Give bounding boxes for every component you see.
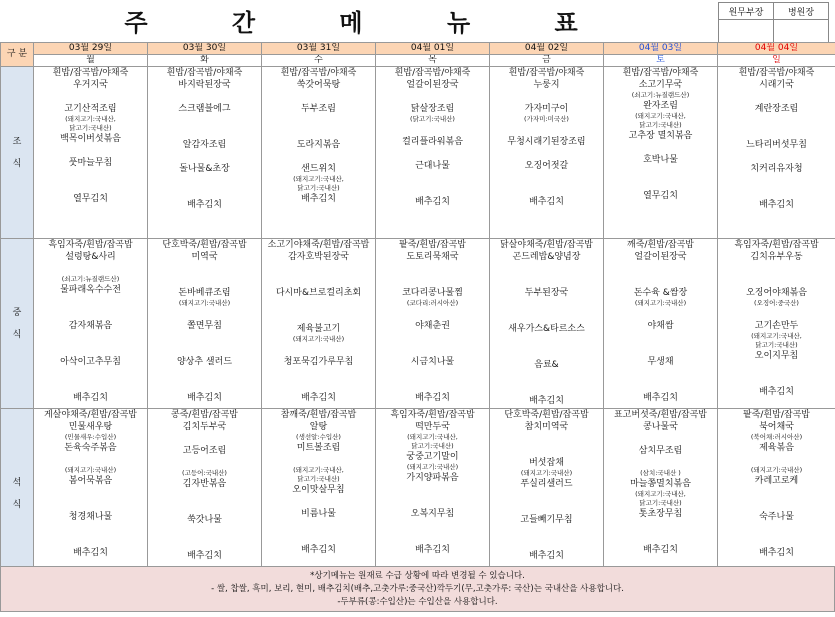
menu-item: 마늘쫑멸치볶음	[630, 479, 691, 489]
day-header: 일	[718, 55, 835, 67]
menu-item: 시금치나물	[410, 357, 455, 367]
origin-note: (돼지고기:국내산,	[65, 115, 116, 123]
origin-note: (쇠고기:뉴질랜드산)	[631, 91, 690, 99]
menu-item: 돈수육 &쌈장	[633, 288, 688, 298]
menu-cell	[262, 67, 376, 239]
origin-note: (삼치:국내산 )	[640, 469, 681, 477]
menu-item: 배추김치	[529, 396, 564, 406]
menu-item: 감자호박된장국	[288, 252, 349, 262]
date-header: 04월 04일	[718, 43, 835, 55]
menu-item: 봄어묵볶음	[68, 476, 113, 486]
origin-note: (가자미:미국산)	[524, 115, 569, 123]
menu-cell	[490, 239, 604, 409]
menu-item: 열무김치	[73, 194, 108, 204]
menu-item: 가자미구이	[524, 104, 569, 114]
menu-item: 푸실리샐러드	[520, 479, 573, 489]
menu-item: 흰밥/잡곡밥/야채죽	[166, 68, 243, 78]
menu-item: 음료&	[534, 360, 559, 370]
menu-item: 표고버섯죽/흰밥/잡곡밥	[613, 410, 707, 420]
menu-item: 곤드레밥&양념장	[512, 252, 581, 262]
menu-item: 흰밥/잡곡밥/야채죽	[52, 68, 129, 78]
menu-item: 누룽지	[533, 80, 560, 90]
menu-item: 배추김치	[73, 548, 108, 558]
menu-item: 오이지무침	[754, 351, 799, 361]
menu-cell	[148, 239, 262, 409]
menu-item: 단호박죽/흰밥/잡곡밥	[504, 410, 589, 420]
menu-item: 시래기국	[759, 80, 794, 90]
origin-note: (코다리:러시아산)	[406, 299, 459, 307]
menu-item: 톳초장무침	[638, 509, 683, 519]
menu-item: 닭살야채죽/흰밥/잡곡밥	[499, 240, 593, 250]
origin-note: (생선알:수입산)	[296, 433, 341, 441]
menu-item: 카레고로케	[754, 476, 799, 486]
menu-cell	[718, 67, 835, 239]
date-header: 03월 29일	[34, 43, 148, 55]
menu-item: 배추김치	[73, 393, 108, 403]
menu-item: 배추김치	[529, 197, 564, 207]
origin-note: (쇠고기:뉴질랜드산)	[61, 275, 120, 283]
menu-item: 떡만두국	[415, 422, 450, 432]
gubun-header: 구 분	[1, 43, 34, 67]
menu-item: 고기산적조림	[64, 104, 117, 114]
menu-item: 닭살장조림	[410, 104, 455, 114]
menu-item: 배추김치	[759, 387, 794, 397]
menu-item: 배추김치	[415, 393, 450, 403]
menu-item: 제육볶음	[759, 443, 794, 453]
menu-item: 가지양파볶음	[406, 473, 459, 483]
menu-item: 고기손만두	[754, 321, 799, 331]
day-header: 토	[604, 55, 718, 67]
menu-item: 배추김치	[187, 393, 222, 403]
menu-item: 북어채국	[759, 422, 794, 432]
origin-note: (돼지고기:국내산,	[635, 112, 686, 120]
menu-cell	[376, 409, 490, 579]
origin-note: (돼지고기:국내산,	[635, 490, 686, 498]
menu-item: 알감자조림	[182, 140, 227, 150]
menu-cell	[34, 67, 148, 239]
menu-item: 오징어젓갈	[524, 161, 569, 171]
origin-note: (돼지고기:국내산)	[64, 466, 117, 474]
menu-item: 배추김치	[187, 551, 222, 561]
menu-cell	[604, 409, 718, 579]
origin-note: (닭고기:국내산)	[410, 115, 455, 123]
menu-item: 배추김치	[759, 200, 794, 210]
menu-item: 두부조림	[301, 104, 336, 114]
menu-item: 쫄면무침	[187, 321, 222, 331]
origin-note: 닭고기:국내산)	[411, 442, 454, 450]
menu-item: 배추김치	[187, 200, 222, 210]
menu-item: 배추김치	[415, 197, 450, 207]
approval-label-1: 원무부장	[719, 3, 774, 20]
menu-item: 배추김치	[301, 194, 336, 204]
menu-item: 호박나물	[643, 155, 678, 165]
menu-item: 스크램블에그	[178, 104, 231, 114]
menu-cell	[148, 67, 262, 239]
origin-note: (돼지고기:국내산,	[293, 466, 344, 474]
menu-item: 흰밥/잡곡밥/야채죽	[508, 68, 585, 78]
meal-label: 조 식	[1, 67, 34, 239]
date-header: 04월 02일	[490, 43, 604, 55]
menu-item: 계란장조림	[754, 104, 799, 114]
menu-item: 코다리콩나물찜	[402, 288, 463, 298]
menu-item: 무청시래기된장조림	[507, 137, 586, 147]
menu-item: 참치미역국	[524, 422, 569, 432]
menu-cell	[376, 239, 490, 409]
footer-notes	[0, 566, 835, 612]
menu-item: 오징어야채볶음	[746, 288, 807, 298]
menu-item: 고들빼기무침	[520, 515, 573, 525]
menu-item: 우거지국	[73, 80, 108, 90]
menu-item: 민물새우탕	[68, 422, 113, 432]
menu-item: 미트볼조림	[296, 443, 341, 453]
menu-item: 미역국	[191, 252, 218, 262]
origin-note: 닭고기:국내산)	[755, 341, 798, 349]
menu-cell	[490, 67, 604, 239]
menu-item: 치커리유자청	[750, 164, 803, 174]
menu-item: 김자반볶음	[182, 479, 227, 489]
menu-item: 배추김치	[301, 545, 336, 555]
menu-cell	[262, 409, 376, 579]
origin-note: 닭고기:국내산)	[297, 475, 340, 483]
menu-item: 설렁탕&사리	[65, 252, 116, 262]
origin-note: (고등어:국내산)	[182, 469, 227, 477]
menu-item: 배추김치	[415, 545, 450, 555]
origin-note: (북어채:러시아산)	[750, 433, 803, 441]
menu-item: 양상추 샐러드	[176, 357, 233, 367]
origin-note: (돼지고기:국내산,	[751, 332, 802, 340]
menu-cell	[604, 239, 718, 409]
menu-item: 삼치무조림	[638, 446, 683, 456]
menu-item: 오이맛살무침	[292, 485, 345, 495]
menu-item: 물파래옥수수전	[60, 285, 121, 295]
menu-item: 흑임자죽/흰밥/잡곡밥	[390, 410, 475, 420]
origin-note: (돼지고기:국내산)	[292, 335, 345, 343]
menu-item: 샌드위치	[301, 164, 336, 174]
date-header: 03월 30일	[148, 43, 262, 55]
menu-item: 단호박죽/흰밥/잡곡밥	[162, 240, 247, 250]
menu-item: 배추김치	[759, 548, 794, 558]
menu-item: 게살야채죽/흰밥/잡곡밥	[43, 410, 137, 420]
menu-item: 깨죽/흰밥/잡곡밥	[627, 240, 694, 250]
menu-item: 완자조림	[643, 101, 678, 111]
menu-item: 다시마&브로컬리초회	[275, 288, 362, 298]
menu-item: 김치유부우동	[750, 252, 803, 262]
date-header: 03월 31일	[262, 43, 376, 55]
origin-note: 닭고기:국내산)	[297, 184, 340, 192]
footer-note-3: -두부류(콩:수입산)는 수입산을 사용합니다.	[337, 596, 498, 607]
origin-note: (돼지고기:국내산,	[407, 433, 458, 441]
menu-item: 비름나물	[301, 509, 336, 519]
menu-item: 아삭이고추무침	[60, 357, 121, 367]
origin-note: 닭고기:국내산)	[639, 499, 682, 507]
menu-item: 소고기야채죽/흰밥/잡곡밥	[267, 240, 370, 250]
menu-item: 돈육숙주볶음	[64, 443, 117, 453]
menu-item: 흰밥/잡곡밥/야채죽	[622, 68, 699, 78]
menu-item: 배추김치	[301, 393, 336, 403]
menu-item: 참깨죽/흰밥/잡곡밥	[280, 410, 357, 420]
origin-note: (민물새우:수입산)	[64, 433, 117, 441]
menu-item: 두부된장국	[524, 288, 569, 298]
menu-item: 근대나물	[415, 161, 450, 171]
menu-item: 오복지무침	[410, 509, 455, 519]
menu-cell	[718, 239, 835, 409]
menu-item: 콩나물국	[643, 422, 678, 432]
menu-item: 새우가스&타르소스	[508, 324, 585, 334]
origin-note: (오징어:중국산)	[754, 299, 799, 307]
menu-item: 얼갈이된장국	[406, 80, 459, 90]
menu-item: 배추김치	[643, 545, 678, 555]
menu-cell	[604, 67, 718, 239]
origin-note: (돼지고기:국내산)	[406, 463, 459, 471]
menu-item: 청포묵김가루무침	[283, 357, 354, 367]
menu-item: 배추김치	[643, 393, 678, 403]
menu-item: 소고기무국	[638, 80, 683, 90]
meal-label: 중 식	[1, 239, 34, 409]
day-header: 월	[34, 55, 148, 67]
footer-note-2: - 쌀, 찹쌀, 흑미, 보리, 현미, 배추김치(배추,고춧가루:중국산)깍두기(무,고춧가루: 국산)는 국내산을 사용합니다.	[211, 583, 624, 594]
menu-item: 제육불고기	[296, 324, 341, 334]
menu-item: 흑임자죽/흰밥/잡곡밥	[48, 240, 133, 250]
origin-note: (돼지고기:국내산)	[750, 466, 803, 474]
date-header: 04월 03일	[604, 43, 718, 55]
menu-item: 풋마늘무침	[68, 158, 113, 168]
menu-cell	[262, 239, 376, 409]
origin-note: (돼지고기:국내산)	[178, 299, 231, 307]
menu-cell	[34, 409, 148, 579]
origin-note: 닭고기:국내산)	[69, 124, 112, 132]
menu-item: 흰밥/잡곡밥/야채죽	[394, 68, 471, 78]
weekly-menu-table	[0, 42, 835, 579]
menu-cell	[148, 409, 262, 579]
menu-item: 감자채볶음	[68, 321, 113, 331]
menu-item: 컬리플라워볶음	[402, 137, 463, 147]
menu-item: 야채춘권	[415, 321, 450, 331]
menu-item: 바지락된장국	[178, 80, 231, 90]
menu-item: 느타리버섯무침	[746, 140, 807, 150]
day-header: 수	[262, 55, 376, 67]
menu-item: 무생채	[647, 357, 674, 367]
menu-item: 도토리묵채국	[406, 252, 459, 262]
menu-item: 배추김치	[529, 551, 564, 561]
day-header: 화	[148, 55, 262, 67]
menu-cell	[490, 409, 604, 579]
origin-note: (돼지고기:국내산)	[634, 299, 687, 307]
menu-item: 도라지볶음	[296, 140, 341, 150]
menu-item: 궁중고기말이	[406, 452, 459, 462]
menu-item: 쑥갓어묵탕	[296, 80, 341, 90]
approval-box	[718, 2, 829, 47]
menu-item: 팥죽/흰밥/잡곡밥	[743, 410, 810, 420]
menu-item: 흰밥/잡곡밥/야채죽	[738, 68, 815, 78]
menu-item: 흑임자죽/흰밥/잡곡밥	[734, 240, 819, 250]
menu-item: 고등어조림	[182, 446, 227, 456]
origin-note: (돼지고기:국내산,	[293, 175, 344, 183]
menu-item: 돌나물&초장	[179, 164, 230, 174]
footer-note-1: *상기메뉴는 원재료 수급 상황에 따라 변경될 수 있습니다.	[310, 570, 525, 581]
menu-item: 콩죽/흰밥/잡곡밥	[171, 410, 238, 420]
menu-item: 숙주나물	[759, 512, 794, 522]
menu-item: 흰밥/잡곡밥/야채죽	[280, 68, 357, 78]
day-header: 금	[490, 55, 604, 67]
menu-item: 쑥갓나물	[187, 515, 222, 525]
menu-item: 야채쌈	[647, 321, 674, 331]
origin-note: (돼지고기:국내산)	[520, 469, 573, 477]
menu-item: 열무김치	[643, 191, 678, 201]
menu-item: 돈바베큐조림	[178, 288, 231, 298]
menu-cell	[376, 67, 490, 239]
menu-item: 얼갈이된장국	[634, 252, 687, 262]
menu-item: 팥죽/흰밥/잡곡밥	[399, 240, 466, 250]
menu-item: 버섯잡채	[529, 458, 564, 468]
day-header: 목	[376, 55, 490, 67]
menu-cell	[718, 409, 835, 579]
menu-item: 청경채나물	[68, 512, 113, 522]
page-title: 주 간 메 뉴 표	[124, 8, 616, 37]
meal-label: 석 식	[1, 409, 34, 579]
menu-item: 김치두부국	[182, 422, 227, 432]
approval-label-2: 병원장	[774, 3, 829, 20]
menu-item: 고추장 멸치볶음	[628, 131, 693, 141]
menu-cell	[34, 239, 148, 409]
menu-item: 알탕	[309, 422, 328, 432]
menu-item: 백목이버섯볶음	[60, 134, 121, 144]
date-header: 04월 01일	[376, 43, 490, 55]
origin-note: 닭고기:국내산)	[639, 121, 682, 129]
